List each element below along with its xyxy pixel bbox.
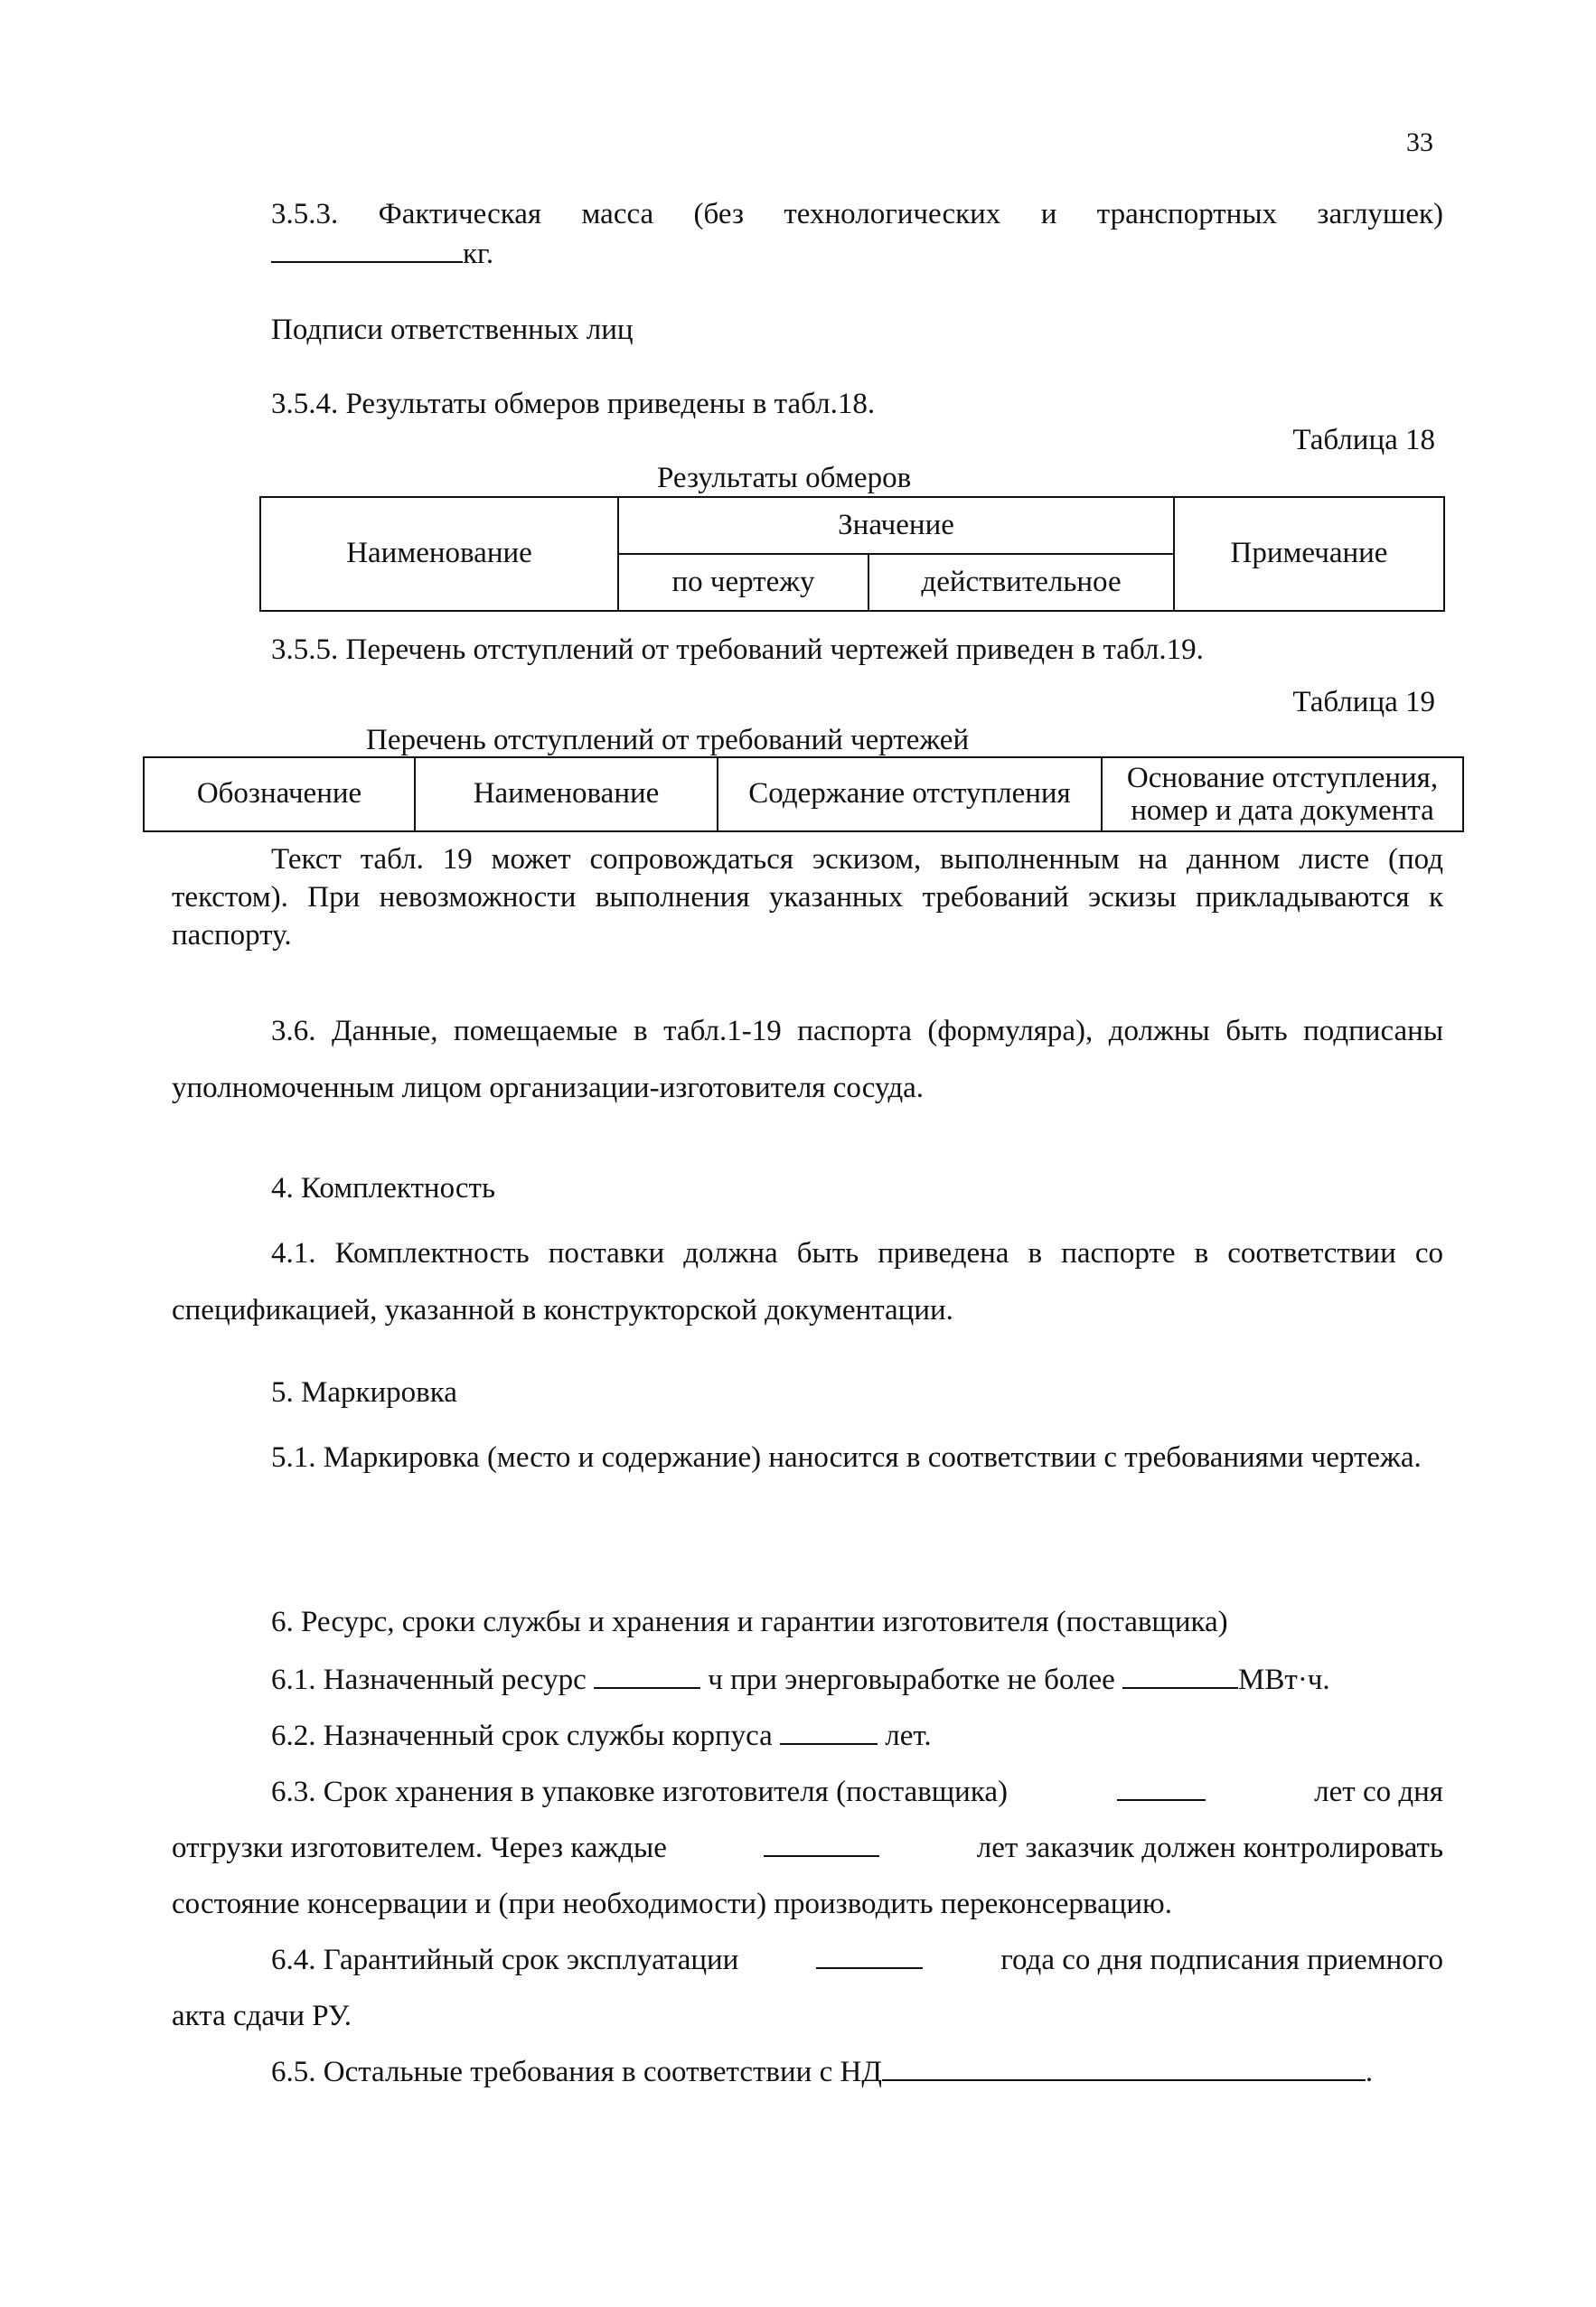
table-19-caption: Перечень отступлений от требований чертежей bbox=[366, 724, 970, 756]
section-6-3-line-2 bbox=[172, 1831, 1443, 1867]
t18-header-name: Наименование bbox=[260, 497, 618, 611]
s65-text-a: 6.5. Остальные требования в соответствии с НД bbox=[271, 2056, 882, 2088]
table-19-label: Таблица 19 bbox=[1292, 686, 1435, 718]
warranty-blank bbox=[816, 1966, 923, 1969]
section-3-5-5-text: 3.5.5. Перечень отступлений от требований чертежей приведен в табл.19. bbox=[271, 633, 1204, 666]
section-6-2-line bbox=[271, 1719, 932, 1755]
t18-header-value: Значение bbox=[618, 497, 1174, 554]
section-3-5-4-text: 3.5.4. Результаты обмеров приведены в табл.18. bbox=[271, 388, 876, 420]
resource-blank bbox=[594, 1686, 700, 1689]
table-18 bbox=[259, 496, 1445, 612]
t19-header-name: Наименование bbox=[415, 757, 718, 831]
section-6-4-line-2: акта сдачи РУ. bbox=[172, 2000, 352, 2032]
table-19 bbox=[143, 756, 1464, 832]
t19-header-basis: Основание отступления, номер и дата документа bbox=[1102, 757, 1463, 831]
t19-header-designation: Обозначение bbox=[144, 757, 415, 831]
s63-text-b: лет со дня bbox=[1314, 1776, 1443, 1808]
t18-header-by-drawing: по чертежу bbox=[618, 554, 868, 611]
mass-unit: кг. bbox=[463, 238, 494, 270]
section-3-5-3-text: 3.5.3. Фактическая масса (без технологических и транспортных заглушек) bbox=[271, 198, 1443, 230]
service-life-blank bbox=[780, 1742, 878, 1745]
table-18-caption: Результаты обмеров bbox=[657, 462, 912, 494]
section-6-3-line-3: состояние консервации и (при необходимости) производить переконсервацию. bbox=[172, 1888, 1172, 1920]
section-6-heading: 6. Ресурс, сроки службы и хранения и гарантии изготовителя (поставщика) bbox=[271, 1606, 1228, 1638]
mass-blank bbox=[271, 260, 463, 263]
s61-text-c: МВт·ч. bbox=[1238, 1664, 1330, 1696]
section-5-1-text: 5.1. Маркировка (место и содержание) наносится в соответствии с требованиями чертежа. bbox=[271, 1441, 1422, 1474]
section-5-heading: 5. Маркировка bbox=[271, 1376, 457, 1409]
section-4-1-text: 4.1. Комплектность поставки должна быть приведена в паспорте в соответствии со спецификацией, указанной в конструкторской документации. bbox=[172, 1237, 1443, 1327]
section-4-heading: 4. Комплектность bbox=[271, 1172, 496, 1205]
s61-text-a: 6.1. Назначенный ресурс bbox=[271, 1664, 587, 1696]
s63-text-c: отгрузки изготовителем. Через каждые bbox=[172, 1832, 667, 1864]
t19-header-content: Содержание отступления bbox=[718, 757, 1102, 831]
energy-blank bbox=[1122, 1686, 1238, 1689]
s62-text-a: 6.2. Назначенный срок службы корпуса bbox=[271, 1720, 773, 1752]
table-18-label: Таблица 18 bbox=[1292, 424, 1435, 456]
s64-text-a: 6.4. Гарантийный срок эксплуатации bbox=[271, 1944, 739, 1976]
section-3-6-text: 3.6. Данные, помещаемые в табл.1-19 паспорта (формуляра), должны быть подписаны уполномоченным лицом организации-изготовителя сосуда. bbox=[172, 1015, 1443, 1104]
section-6-5-line bbox=[271, 2055, 1373, 2091]
section-6-3-line-1 bbox=[271, 1775, 1443, 1811]
t18-header-note: Примечание bbox=[1174, 497, 1444, 611]
nd-blank bbox=[882, 2078, 1366, 2081]
section-6-1-line bbox=[271, 1663, 1330, 1699]
table-19-note: Текст табл. 19 может сопровождаться эскизом, выполненным на данном листе (под текстом). При невозможности выполнения указанных требований эскизы прикладываются к паспорту. bbox=[172, 843, 1443, 952]
s62-text-b: лет. bbox=[885, 1720, 932, 1752]
signatures-label: Подписи ответственных лиц bbox=[271, 314, 634, 346]
s61-text-b: ч при энерговыработке не более bbox=[708, 1664, 1115, 1696]
mass-line bbox=[271, 237, 493, 273]
page-number: 33 bbox=[1406, 127, 1433, 157]
s65-text-b: . bbox=[1365, 2056, 1374, 2088]
section-6-4-line-1 bbox=[271, 1943, 1443, 1979]
storage-blank bbox=[1117, 1798, 1206, 1801]
s63-text-a: 6.3. Срок хранения в упаковке изготовителя (поставщика) bbox=[271, 1776, 1009, 1808]
s64-text-b: года со дня подписания приемного bbox=[1000, 1944, 1443, 1976]
t18-header-actual: действительное bbox=[868, 554, 1174, 611]
s63-text-d: лет заказчик должен контролировать bbox=[976, 1832, 1443, 1864]
inspection-interval-blank bbox=[764, 1854, 879, 1857]
